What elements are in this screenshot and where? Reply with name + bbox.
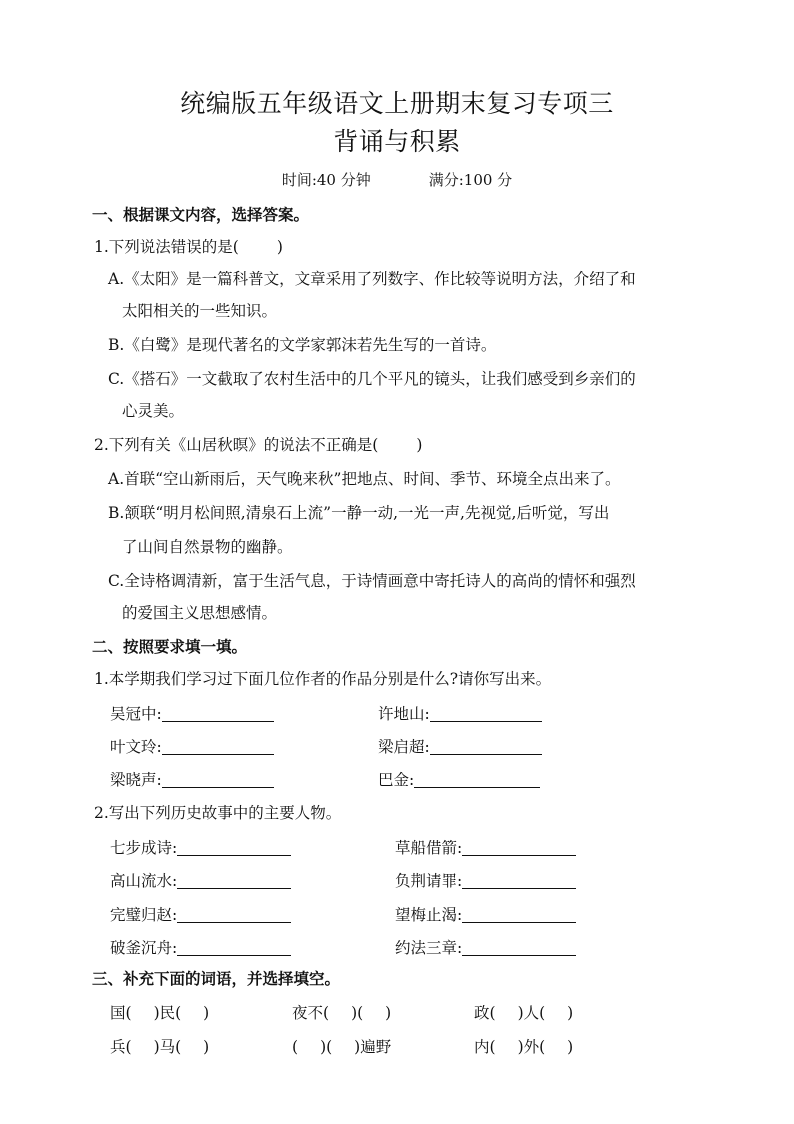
idiom-2-3: 内( )外( ) (474, 1038, 574, 1056)
section-3-heading: 三、补充下面的词语，并选择填空。 (92, 970, 341, 988)
answer-blank[interactable] (462, 871, 576, 889)
s1-question-1: 1.下列说法错误的是( ) (94, 238, 283, 256)
answer-blank[interactable] (162, 770, 274, 788)
author-fill-3: 叶文玲: (110, 736, 274, 758)
author-fill-5: 梁晓声: (110, 769, 274, 791)
story-fill-2: 草船借箭: (395, 837, 576, 859)
s1-q1-option-c-cont: 心灵美。 (122, 402, 185, 420)
author-fill-4: 梁启超: (378, 736, 542, 758)
s1-q2-option-b-cont: 了山间自然景物的幽静。 (122, 538, 293, 556)
answer-blank[interactable] (414, 770, 540, 788)
s1-q1-option-a-cont: 太阳相关的一些知识。 (122, 302, 278, 320)
answer-blank[interactable] (462, 938, 576, 956)
s1-q2-option-c-cont: 的爱国主义思想感情。 (122, 604, 278, 622)
answer-blank[interactable] (462, 838, 576, 856)
answer-blank[interactable] (162, 737, 274, 755)
s1-q1-option-a: A.《太阳》是一篇科普文，文章采用了列数字、作比较等说明方法，介绍了和 (108, 270, 636, 288)
s1-q2-option-c: C.全诗格调清新，富于生活气息，于诗情画意中寄托诗人的高尚的情怀和强烈 (108, 572, 636, 590)
answer-blank[interactable] (177, 938, 291, 956)
answer-blank[interactable] (177, 905, 291, 923)
idiom-1-1: 国( )民( ) (110, 1004, 210, 1022)
author-fill-2: 许地山: (378, 703, 542, 725)
s1-q1-option-b: B.《白鹭》是现代著名的文学家郭沫若先生写的一首诗。 (108, 336, 497, 354)
answer-blank[interactable] (162, 704, 274, 722)
answer-blank[interactable] (462, 905, 576, 923)
story-fill-3: 高山流水: (110, 870, 291, 892)
idiom-1-2: 夜不( )( ) (292, 1004, 392, 1022)
idiom-2-2: ( )( )遍野 (292, 1038, 392, 1056)
answer-blank[interactable] (430, 737, 542, 755)
time-limit: 时间:40 分钟 (281, 171, 371, 189)
answer-blank[interactable] (177, 871, 291, 889)
idiom-2-1: 兵( )马( ) (110, 1038, 210, 1056)
story-fill-7: 破釜沉舟: (110, 937, 291, 959)
s2-question-1: 1.本学期我们学习过下面几位作者的作品分别是什么?请你写出来。 (94, 670, 552, 688)
full-score: 满分:100 分 (428, 171, 513, 189)
page-title: 统编版五年级语文上册期末复习专项三 (180, 89, 614, 118)
s1-question-2: 2.下列有关《山居秋暝》的说法不正确是( ) (94, 436, 423, 454)
answer-blank[interactable] (177, 838, 291, 856)
author-fill-1: 吴冠中: (110, 703, 274, 725)
story-fill-1: 七步成诗: (110, 837, 291, 859)
story-fill-5: 完璧归赵: (110, 904, 291, 926)
s1-q2-option-a: A.首联“空山新雨后，天气晚来秋”把地点、时间、季节、环境全点出来了。 (108, 470, 621, 488)
s1-q2-option-b: B.颔联“明月松间照,清泉石上流”一静一动,一光一声,先视觉,后听觉，写出 (108, 504, 610, 522)
story-fill-4: 负荆请罪: (395, 870, 576, 892)
s1-q1-option-c: C.《搭石》一文截取了农村生活中的几个平凡的镜头，让我们感受到乡亲们的 (108, 370, 636, 388)
section-1-heading: 一、根据课文内容，选择答案。 (92, 206, 310, 224)
answer-blank[interactable] (430, 704, 542, 722)
page-subtitle: 背诵与积累 (333, 127, 461, 156)
exam-meta (0, 170, 794, 190)
story-fill-6: 望梅止渴: (395, 904, 576, 926)
idiom-1-3: 政( )人( ) (474, 1004, 574, 1022)
story-fill-8: 约法三章: (395, 937, 576, 959)
section-2-heading: 二、按照要求填一填。 (92, 638, 248, 656)
s2-question-2: 2.写出下列历史故事中的主要人物。 (94, 804, 342, 822)
author-fill-6: 巴金: (378, 769, 540, 791)
